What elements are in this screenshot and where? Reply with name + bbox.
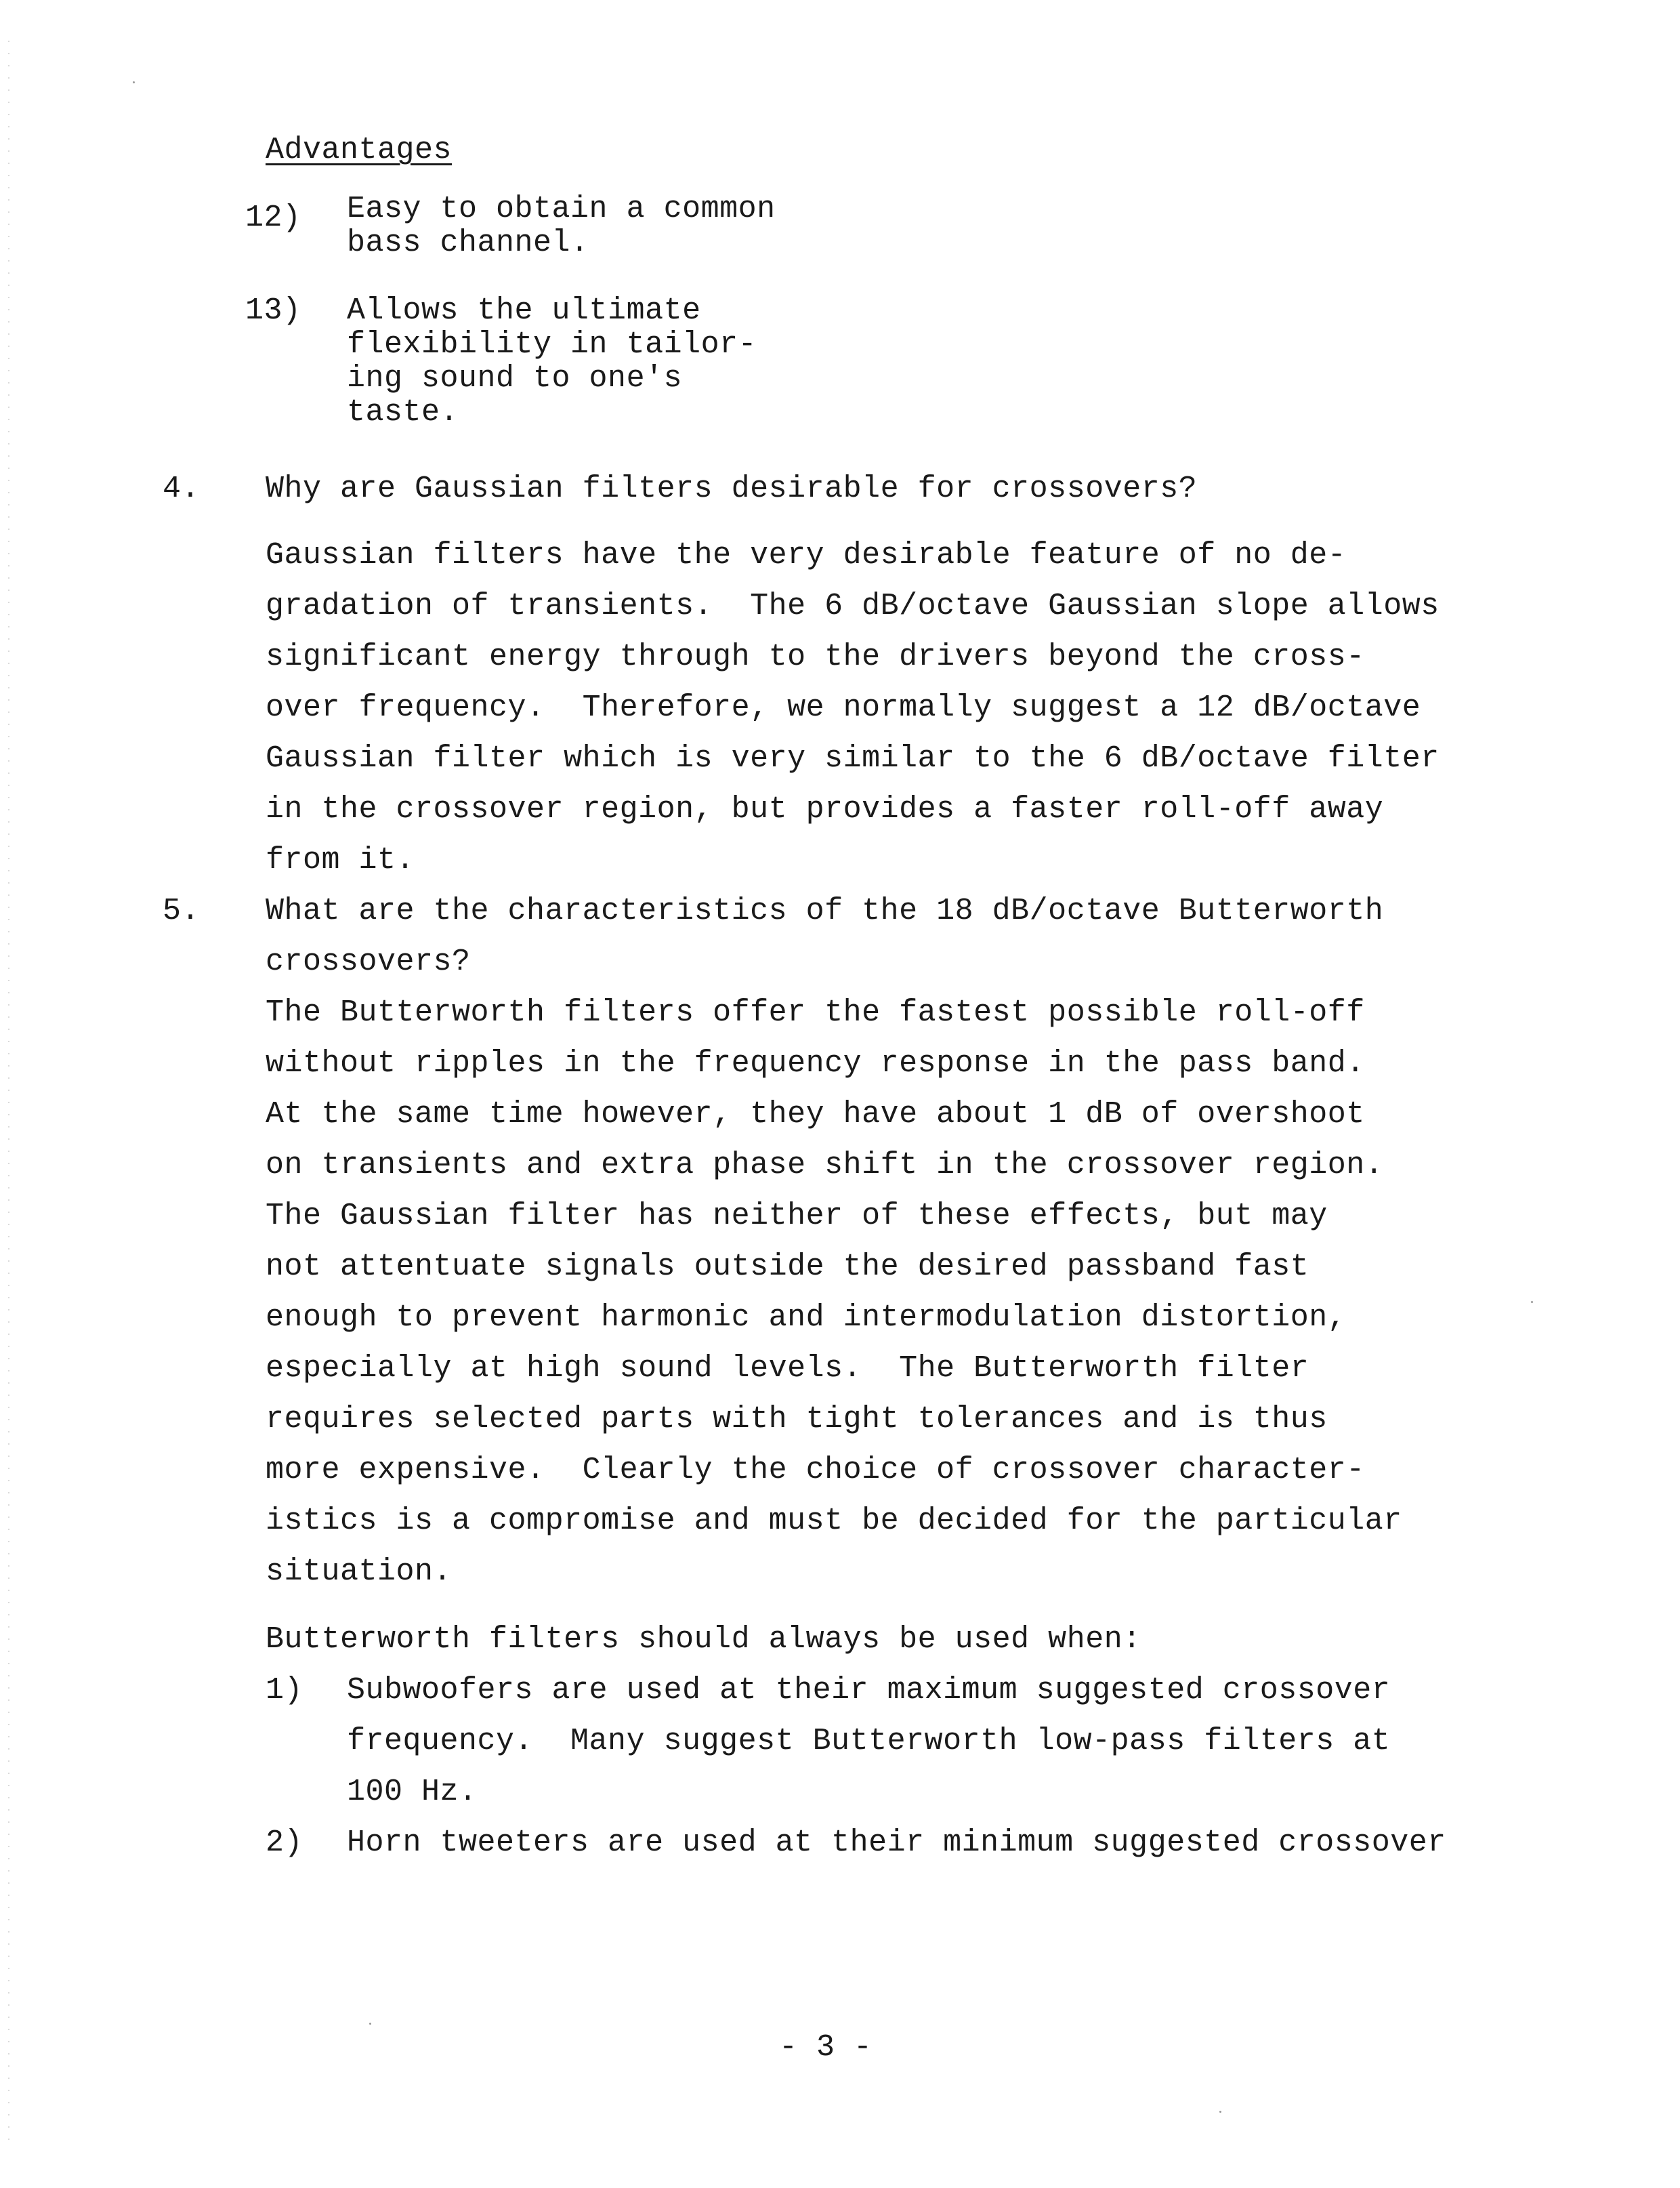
butterworth-intro: Butterworth filters should always be used when:: [266, 1622, 1141, 1657]
q5-answer-line: requires selected parts with tight tolerances and is thus: [266, 1402, 1328, 1437]
q5-answer-line: without ripples in the frequency response in the pass band.: [266, 1046, 1365, 1081]
advantage-13-line: ing sound to one's: [347, 361, 683, 396]
scan-speck: [1531, 1301, 1533, 1303]
scan-speck: [1219, 2111, 1221, 2113]
advantage-13-line: Allows the ultimate: [347, 293, 701, 328]
q4-answer-line: significant energy through to the drivers beyond the cross-: [266, 640, 1365, 674]
advantage-13-line: taste.: [347, 395, 459, 430]
condition-1-line: 100 Hz.: [347, 1775, 478, 1809]
question-5-line: crossovers?: [266, 945, 471, 979]
q5-answer-line: At the same time however, they have about 1 dB of overshoot: [266, 1097, 1365, 1132]
q5-answer-line: The Gaussian filter has neither of these effects, but may: [266, 1199, 1328, 1233]
q4-answer-line: from it.: [266, 843, 415, 878]
question-4-number: 4.: [163, 472, 201, 506]
condition-2-line: Horn tweeters are used at their minimum suggested crossover: [347, 1825, 1446, 1860]
advantage-13-line: flexibility in tailor-: [347, 327, 757, 362]
question-4-text: Why are Gaussian filters desirable for crossovers?: [266, 472, 1198, 506]
advantage-12-line: bass channel.: [347, 226, 589, 260]
q5-answer-line: on transients and extra phase shift in the crossover region.: [266, 1148, 1384, 1182]
q4-answer-line: Gaussian filter which is very similar to the 6 dB/octave filter: [266, 741, 1440, 776]
q4-answer-line: Gaussian filters have the very desirable feature of no de-: [266, 538, 1347, 573]
condition-1-line: frequency. Many suggest Butterworth low-pass filters at: [347, 1724, 1391, 1758]
page-number: - 3 -: [779, 2030, 873, 2065]
q5-answer-line: The Butterworth filters offer the fastest possible roll-off: [266, 995, 1365, 1030]
advantage-12-line: Easy to obtain a common: [347, 192, 776, 226]
q5-answer-line: especially at high sound levels. The Butterworth filter: [266, 1351, 1309, 1386]
q5-answer-line: situation.: [266, 1554, 453, 1589]
question-5-line: What are the characteristics of the 18 dB/octave Butterworth: [266, 894, 1384, 928]
advantage-number-12: 12): [245, 201, 301, 235]
question-5-number: 5.: [163, 894, 201, 928]
q4-answer-line: over frequency. Therefore, we normally suggest a 12 dB/octave: [266, 690, 1421, 725]
q5-answer-line: not attentuate signals outside the desired passband fast: [266, 1250, 1309, 1284]
condition-1-line: Subwoofers are used at their maximum suggested crossover: [347, 1673, 1391, 1708]
q5-answer-line: enough to prevent harmonic and intermodulation distortion,: [266, 1300, 1347, 1335]
q4-answer-line: gradation of transients. The 6 dB/octave Gaussian slope allows: [266, 589, 1440, 623]
condition-number-2: 2): [266, 1825, 303, 1860]
q4-answer-line: in the crossover region, but provides a faster roll-off away: [266, 792, 1384, 827]
scan-edge-marks: [8, 41, 9, 2141]
advantage-number-13: 13): [245, 293, 301, 328]
advantages-heading: Advantages: [266, 133, 453, 167]
scan-speck: [133, 81, 135, 83]
q5-answer-line: more expensive. Clearly the choice of crossover character-: [266, 1453, 1365, 1487]
condition-number-1: 1): [266, 1673, 303, 1708]
q5-answer-line: istics is a compromise and must be decided for the particular: [266, 1504, 1402, 1538]
scan-speck: [369, 2023, 371, 2025]
